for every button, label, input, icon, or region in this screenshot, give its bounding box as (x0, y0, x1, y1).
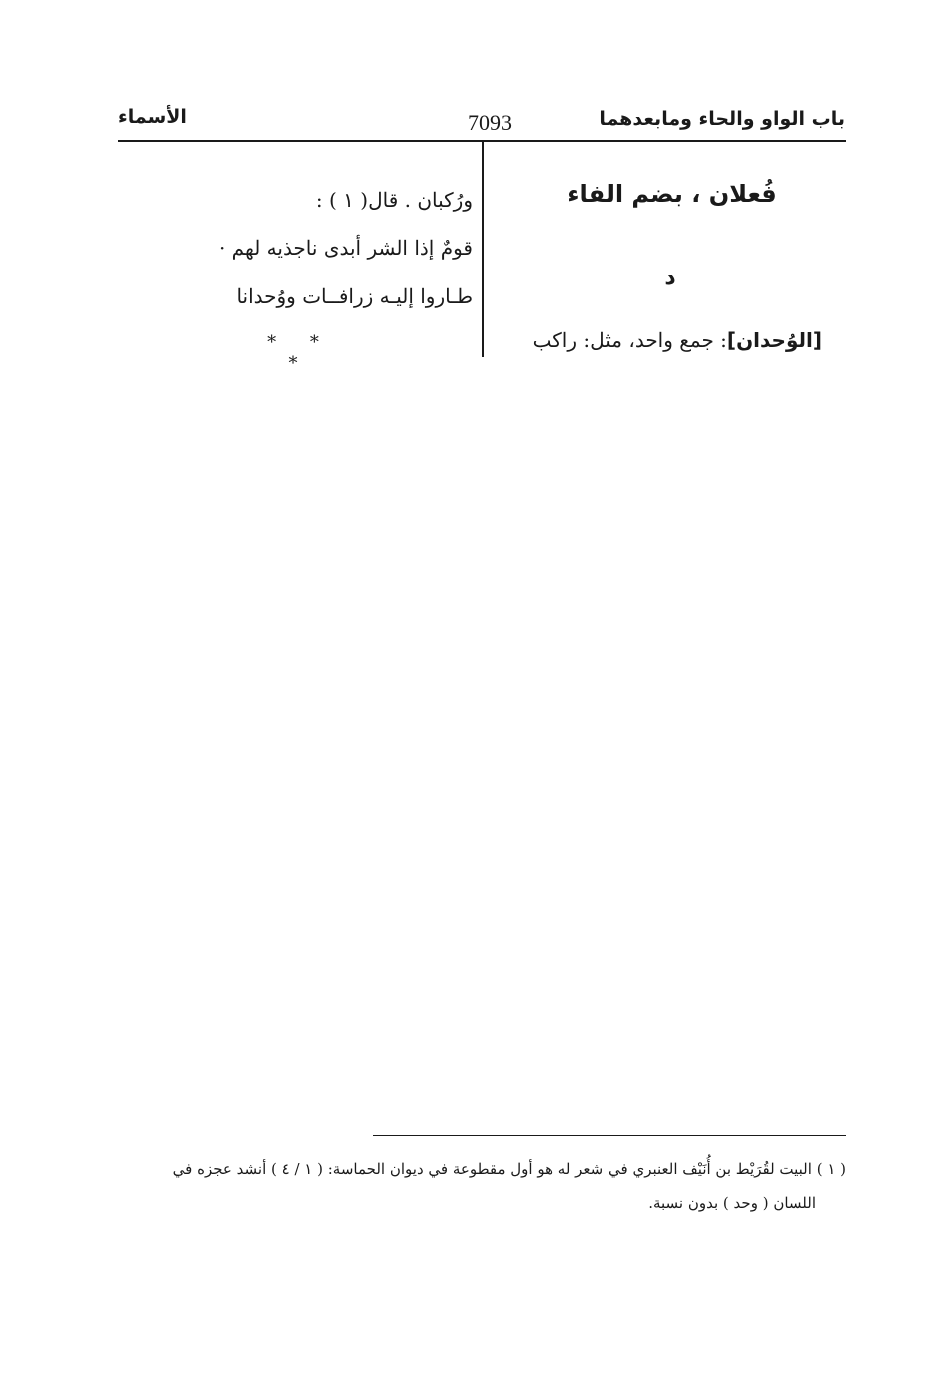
right-column (482, 180, 822, 208)
root-letter: د (664, 265, 676, 290)
verse-line-2: طـاروا إليـه زرافــات ووُحدانا (236, 284, 473, 308)
footnote-line-2: اللسان ( وحد ) بدون نسبة. (648, 1194, 816, 1212)
dictionary-entry (472, 328, 822, 352)
entry-term: [الوُحدان] (726, 328, 822, 352)
entry-definition: : جمع واحد، مثل: راكب (532, 328, 727, 352)
running-header-section: الأسماء (118, 106, 187, 128)
section-heading: فُعلان ، بضم الفاء (567, 180, 777, 208)
page-number: 7093 (468, 110, 512, 135)
verse-line-1: قومٌ إذا الشر أبدى ناجذيه لهم · (218, 236, 473, 260)
footnote (118, 1152, 846, 1220)
column-divider (482, 142, 484, 357)
continuation-text: ورُكبان . قال( ١ ) : (315, 188, 473, 212)
footnote-line-1: ( ١ ) البيت لقُرَيْط بن أُنَيْف العنبري في شعر له هو أول مقطوعة في ديوان الحماسة: ( ١ / ٤ ) أنشد عجزه في (172, 1160, 846, 1178)
footnote-rule (373, 1135, 846, 1136)
running-header-chapter: باب الواو والحاء ومابعدهما (599, 108, 845, 130)
section-separator: * * * (267, 332, 333, 374)
